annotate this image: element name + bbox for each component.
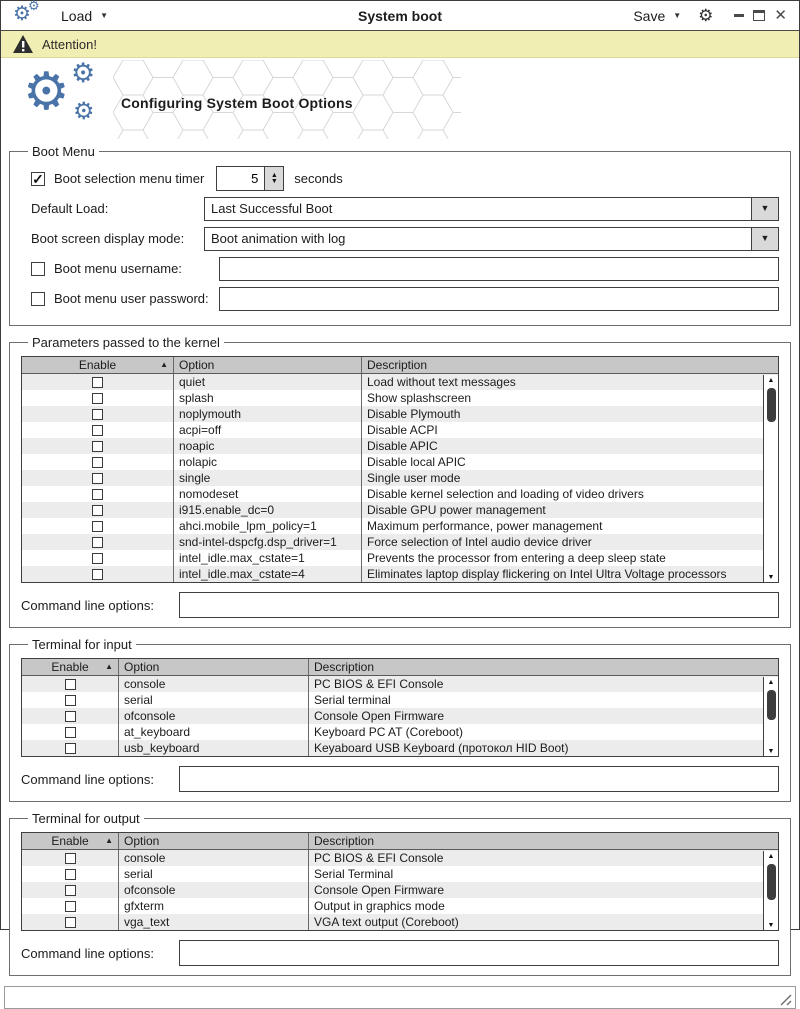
description-cell[interactable]: Load without text messages (367, 375, 516, 389)
cmdline-label: Command line options: (21, 945, 154, 961)
table-body (22, 676, 778, 756)
maximize-icon (753, 10, 765, 21)
description-cell[interactable]: Prevents the processor from entering a deep sleep state (367, 551, 666, 565)
description-cell[interactable]: VGA text output (Coreboot) (314, 915, 459, 929)
cmdline-row (21, 592, 779, 618)
enable-cell[interactable] (22, 470, 174, 486)
chevron-down-icon: ▼ (100, 10, 109, 20)
spinner-buttons[interactable] (264, 167, 283, 190)
table-row[interactable] (22, 422, 778, 438)
scrollbar-thumb[interactable] (767, 388, 776, 422)
option-cell[interactable]: nolapic (174, 454, 362, 470)
option-cell[interactable]: noplymouth (174, 406, 362, 422)
option-cell[interactable]: snd-intel-dspcfg.dsp_driver=1 (174, 534, 362, 550)
option-header-label: Option (124, 660, 160, 674)
terminal-output-table (21, 832, 779, 931)
default-load-label: Default Load: (31, 201, 109, 216)
cmdline-input[interactable] (179, 592, 779, 618)
row-checkbox[interactable] (92, 457, 103, 468)
boot-menu-legend: Boot Menu (32, 144, 95, 159)
spin-up-icon: ▲ (270, 171, 278, 179)
row-checkbox[interactable] (92, 521, 103, 532)
scroll-up-icon[interactable]: ▲ (767, 853, 775, 860)
minimize-button[interactable] (734, 9, 744, 23)
table-row[interactable] (22, 438, 778, 454)
row-checkbox[interactable] (65, 679, 76, 690)
timer-spinner (216, 166, 284, 191)
password-checkbox[interactable] (31, 292, 45, 306)
option-cell[interactable]: ofconsole (119, 708, 309, 724)
password-row (21, 286, 779, 311)
description-header-label: Description (367, 358, 428, 372)
description-cell[interactable]: Output in graphics mode (314, 899, 445, 913)
close-button[interactable]: ✕ (774, 7, 787, 24)
settings-gear-icon[interactable]: ⚙ (698, 6, 714, 25)
description-cell[interactable]: Maximum performance, power management (367, 519, 603, 533)
row-checkbox[interactable] (92, 553, 103, 564)
enable-cell[interactable] (22, 724, 119, 740)
row-checkbox[interactable] (92, 473, 103, 484)
scroll-down-icon[interactable]: ▼ (767, 922, 775, 929)
enable-cell[interactable] (22, 518, 174, 534)
row-checkbox[interactable] (65, 711, 76, 722)
terminal-input-section (9, 637, 791, 802)
row-checkbox[interactable] (92, 569, 103, 580)
enable-cell[interactable] (22, 406, 174, 422)
sort-asc-icon: ▲ (160, 360, 168, 369)
warning-icon (13, 35, 33, 53)
password-input[interactable] (219, 287, 779, 311)
sort-asc-icon: ▲ (105, 662, 113, 671)
attention-bar (1, 31, 799, 58)
username-label: Boot menu username: (54, 261, 182, 276)
row-checkbox[interactable] (65, 853, 76, 864)
vertical-scrollbar[interactable] (763, 677, 778, 756)
enable-column-header[interactable] (22, 659, 119, 675)
scroll-up-icon[interactable]: ▲ (767, 679, 775, 686)
enable-cell[interactable] (22, 866, 119, 882)
description-column-header[interactable] (362, 357, 778, 373)
dropdown-button[interactable] (751, 228, 778, 250)
kernel-params-section (9, 335, 791, 628)
timer-row (21, 166, 779, 191)
boot-menu-section (9, 144, 791, 326)
option-header-label: Option (179, 358, 215, 372)
enable-column-header[interactable] (22, 833, 119, 849)
default-load-select[interactable] (204, 197, 779, 221)
enable-cell[interactable] (22, 850, 119, 866)
gear-icon: ⚙ (28, 0, 40, 13)
row-checkbox[interactable] (65, 869, 76, 880)
option-cell[interactable]: usb_keyboard (119, 740, 309, 756)
enable-cell[interactable] (22, 534, 174, 550)
display-mode-row (21, 226, 779, 251)
row-checkbox[interactable] (65, 695, 76, 706)
table-row[interactable] (22, 898, 778, 914)
gear-icon: ⚙ (23, 63, 70, 121)
table-row[interactable] (22, 914, 778, 930)
scrollbar-thumb[interactable] (767, 864, 776, 900)
table-row[interactable] (22, 866, 778, 882)
enable-header-label: Enable (78, 358, 117, 372)
enable-cell[interactable] (22, 692, 119, 708)
option-cell[interactable]: intel_idle.max_cstate=1 (174, 550, 362, 566)
password-label: Boot menu user password: (54, 291, 209, 306)
maximize-button[interactable] (753, 10, 765, 21)
option-cell[interactable]: at_keyboard (119, 724, 309, 740)
option-cell[interactable]: serial (119, 692, 309, 708)
row-checkbox[interactable] (92, 537, 103, 548)
row-checkbox[interactable] (92, 441, 103, 452)
enable-cell[interactable] (22, 422, 174, 438)
option-cell[interactable]: console (119, 676, 309, 692)
row-checkbox[interactable] (65, 917, 76, 928)
gear-icon: ⚙ (71, 58, 96, 88)
dropdown-button[interactable] (751, 198, 778, 220)
description-column-header[interactable] (309, 659, 778, 675)
timer-checkbox[interactable]: ✓ (32, 170, 44, 187)
enable-cell[interactable] (22, 898, 119, 914)
option-cell[interactable]: splash (174, 390, 362, 406)
enable-cell[interactable] (22, 390, 174, 406)
table-row[interactable] (22, 534, 778, 550)
enable-cell[interactable] (22, 502, 174, 518)
option-cell[interactable]: nomodeset (174, 486, 362, 502)
table-row[interactable] (22, 708, 778, 724)
option-cell[interactable]: vga_text (119, 914, 309, 930)
timer-input[interactable] (217, 167, 264, 190)
chevron-down-icon: ▼ (760, 203, 770, 213)
scroll-up-icon[interactable]: ▲ (767, 377, 775, 384)
row-checkbox[interactable] (92, 489, 103, 500)
terminal-output-section (9, 811, 791, 976)
row-checkbox[interactable] (65, 901, 76, 912)
enable-cell[interactable] (22, 454, 174, 470)
table-row[interactable] (22, 454, 778, 470)
description-header-label: Description (314, 834, 375, 848)
table-row[interactable] (22, 502, 778, 518)
option-cell[interactable]: acpi=off (174, 422, 362, 438)
option-cell[interactable]: console (119, 850, 309, 866)
row-checkbox[interactable] (92, 393, 103, 404)
kernel-params-table (21, 356, 779, 583)
table-row[interactable] (22, 518, 778, 534)
description-cell[interactable]: Eliminates laptop display flickering on Intel Ultra Voltage processors (367, 567, 727, 581)
table-row[interactable] (22, 724, 778, 740)
table-row[interactable] (22, 406, 778, 422)
spin-down-icon: ▼ (270, 177, 278, 185)
enable-column-header[interactable] (22, 357, 174, 373)
enable-header-label: Enable (51, 834, 89, 848)
username-checkbox[interactable] (31, 262, 45, 276)
sort-asc-icon: ▲ (105, 836, 113, 845)
timer-label: Boot selection menu timer (54, 171, 205, 186)
table-row[interactable] (22, 692, 778, 708)
description-cell[interactable]: Serial terminal (314, 693, 391, 707)
table-row[interactable] (22, 470, 778, 486)
table-header (22, 833, 778, 850)
timer-unit-label: seconds (294, 171, 343, 186)
scroll-down-icon[interactable]: ▼ (767, 574, 775, 581)
app-gears-icon (13, 0, 47, 29)
enable-cell[interactable] (22, 438, 174, 454)
cmdline-label: Command line options: (21, 597, 154, 613)
table-body (22, 850, 778, 930)
table-body (22, 374, 778, 582)
description-cell[interactable]: Disable ACPI (367, 423, 438, 437)
table-row[interactable] (22, 550, 778, 566)
description-cell[interactable]: Disable Plymouth (367, 407, 461, 421)
option-cell[interactable]: quiet (174, 374, 362, 390)
load-menu-button[interactable] (61, 8, 108, 24)
display-mode-value: Boot animation with log (211, 230, 346, 246)
table-row[interactable] (22, 676, 778, 692)
option-cell[interactable]: ahci.mobile_lpm_policy=1 (174, 518, 362, 534)
description-cell[interactable]: Disable local APIC (367, 455, 466, 469)
cmdline-input[interactable] (179, 766, 779, 792)
table-row[interactable] (22, 566, 778, 582)
enable-cell[interactable] (22, 676, 119, 692)
cmdline-label: Command line options: (21, 771, 154, 787)
enable-header-label: Enable (51, 660, 89, 674)
terminal-input-legend: Terminal for input (32, 637, 132, 652)
table-header (22, 659, 778, 676)
description-cell[interactable]: PC BIOS & EFI Console (314, 677, 444, 691)
option-cell[interactable]: ofconsole (119, 882, 309, 898)
row-checkbox[interactable] (92, 505, 103, 516)
enable-cell[interactable] (22, 374, 174, 390)
row-checkbox[interactable] (92, 409, 103, 420)
description-cell[interactable]: Keyaboard USB Keyboard (протокол HID Boot) (314, 741, 569, 755)
description-cell[interactable]: Disable APIC (367, 439, 438, 453)
scroll-down-icon[interactable]: ▼ (767, 748, 775, 755)
row-checkbox[interactable] (65, 727, 76, 738)
cmdline-row (21, 940, 779, 966)
description-cell[interactable]: Console Open Firmware (314, 709, 445, 723)
cmdline-row (21, 766, 779, 792)
option-cell[interactable]: i915.enable_dc=0 (174, 502, 362, 518)
vertical-scrollbar[interactable] (763, 851, 778, 930)
table-row[interactable] (22, 882, 778, 898)
table-row[interactable] (22, 390, 778, 406)
vertical-scrollbar[interactable] (763, 375, 778, 582)
row-checkbox[interactable] (65, 885, 76, 896)
enable-cell[interactable] (22, 882, 119, 898)
resize-grip[interactable] (779, 993, 792, 1006)
table-row[interactable] (22, 740, 778, 756)
description-cell[interactable]: PC BIOS & EFI Console (314, 851, 444, 865)
description-cell[interactable]: Console Open Firmware (314, 883, 445, 897)
enable-cell[interactable] (22, 566, 174, 582)
enable-cell[interactable] (22, 914, 119, 930)
row-checkbox[interactable] (65, 743, 76, 754)
table-row[interactable] (22, 486, 778, 502)
description-cell[interactable]: Serial Terminal (314, 867, 394, 881)
description-cell[interactable]: Show splashscreen (367, 391, 472, 405)
toolbar (1, 1, 799, 31)
option-cell[interactable]: gfxterm (119, 898, 309, 914)
option-column-header[interactable] (174, 357, 362, 373)
row-checkbox[interactable] (92, 377, 103, 388)
save-menu-label: Save (633, 7, 666, 24)
row-checkbox[interactable] (92, 425, 103, 436)
description-cell[interactable]: Disable kernel selection and loading of video drivers (367, 487, 644, 501)
option-cell[interactable]: serial (119, 866, 309, 882)
username-row (21, 256, 779, 281)
terminal-input-table (21, 658, 779, 757)
gears-logo-icon (23, 58, 109, 136)
display-mode-label: Boot screen display mode: (31, 231, 185, 246)
attention-label: Attention! (42, 36, 97, 52)
enable-cell[interactable] (22, 486, 174, 502)
enable-cell[interactable] (22, 550, 174, 566)
option-header-label: Option (124, 834, 160, 848)
display-mode-select[interactable] (204, 227, 779, 251)
window-controls (734, 8, 787, 23)
minimize-icon (734, 14, 744, 17)
description-cell[interactable]: Force selection of Intel audio device driver (367, 535, 592, 549)
description-cell[interactable]: Keyboard PC AT (Coreboot) (314, 725, 463, 739)
table-row[interactable] (22, 374, 778, 390)
gear-icon: ⚙ (73, 98, 95, 125)
description-cell[interactable]: Single user mode (367, 471, 461, 485)
option-cell[interactable]: single (174, 470, 362, 486)
username-input[interactable] (219, 257, 779, 281)
header-title: Configuring System Boot Options (121, 95, 353, 111)
option-cell[interactable]: intel_idle.max_cstate=4 (174, 566, 362, 582)
terminal-output-legend: Terminal for output (32, 811, 140, 826)
table-header (22, 357, 778, 374)
chevron-down-icon: ▼ (673, 10, 682, 20)
header-banner (1, 58, 799, 142)
save-menu-button[interactable] (633, 8, 681, 24)
default-load-row (21, 196, 779, 221)
description-column-header[interactable] (309, 833, 778, 849)
gear-icon: ⚙ (13, 2, 31, 25)
enable-cell[interactable] (22, 708, 119, 724)
cmdline-input[interactable] (179, 940, 779, 966)
load-menu-label: Load (61, 7, 93, 24)
window-title: System boot (357, 7, 442, 24)
chevron-down-icon: ▼ (760, 233, 770, 243)
option-cell[interactable]: noapic (174, 438, 362, 454)
scrollbar-thumb[interactable] (767, 690, 776, 720)
enable-cell[interactable] (22, 740, 119, 756)
description-header-label: Description (314, 660, 375, 674)
status-bar (4, 986, 796, 1009)
kernel-params-legend: Parameters passed to the kernel (32, 335, 220, 350)
option-column-header[interactable] (119, 659, 309, 675)
default-load-value: Last Successful Boot (211, 200, 333, 216)
table-row[interactable] (22, 850, 778, 866)
description-cell[interactable]: Disable GPU power management (367, 503, 546, 517)
option-column-header[interactable] (119, 833, 309, 849)
